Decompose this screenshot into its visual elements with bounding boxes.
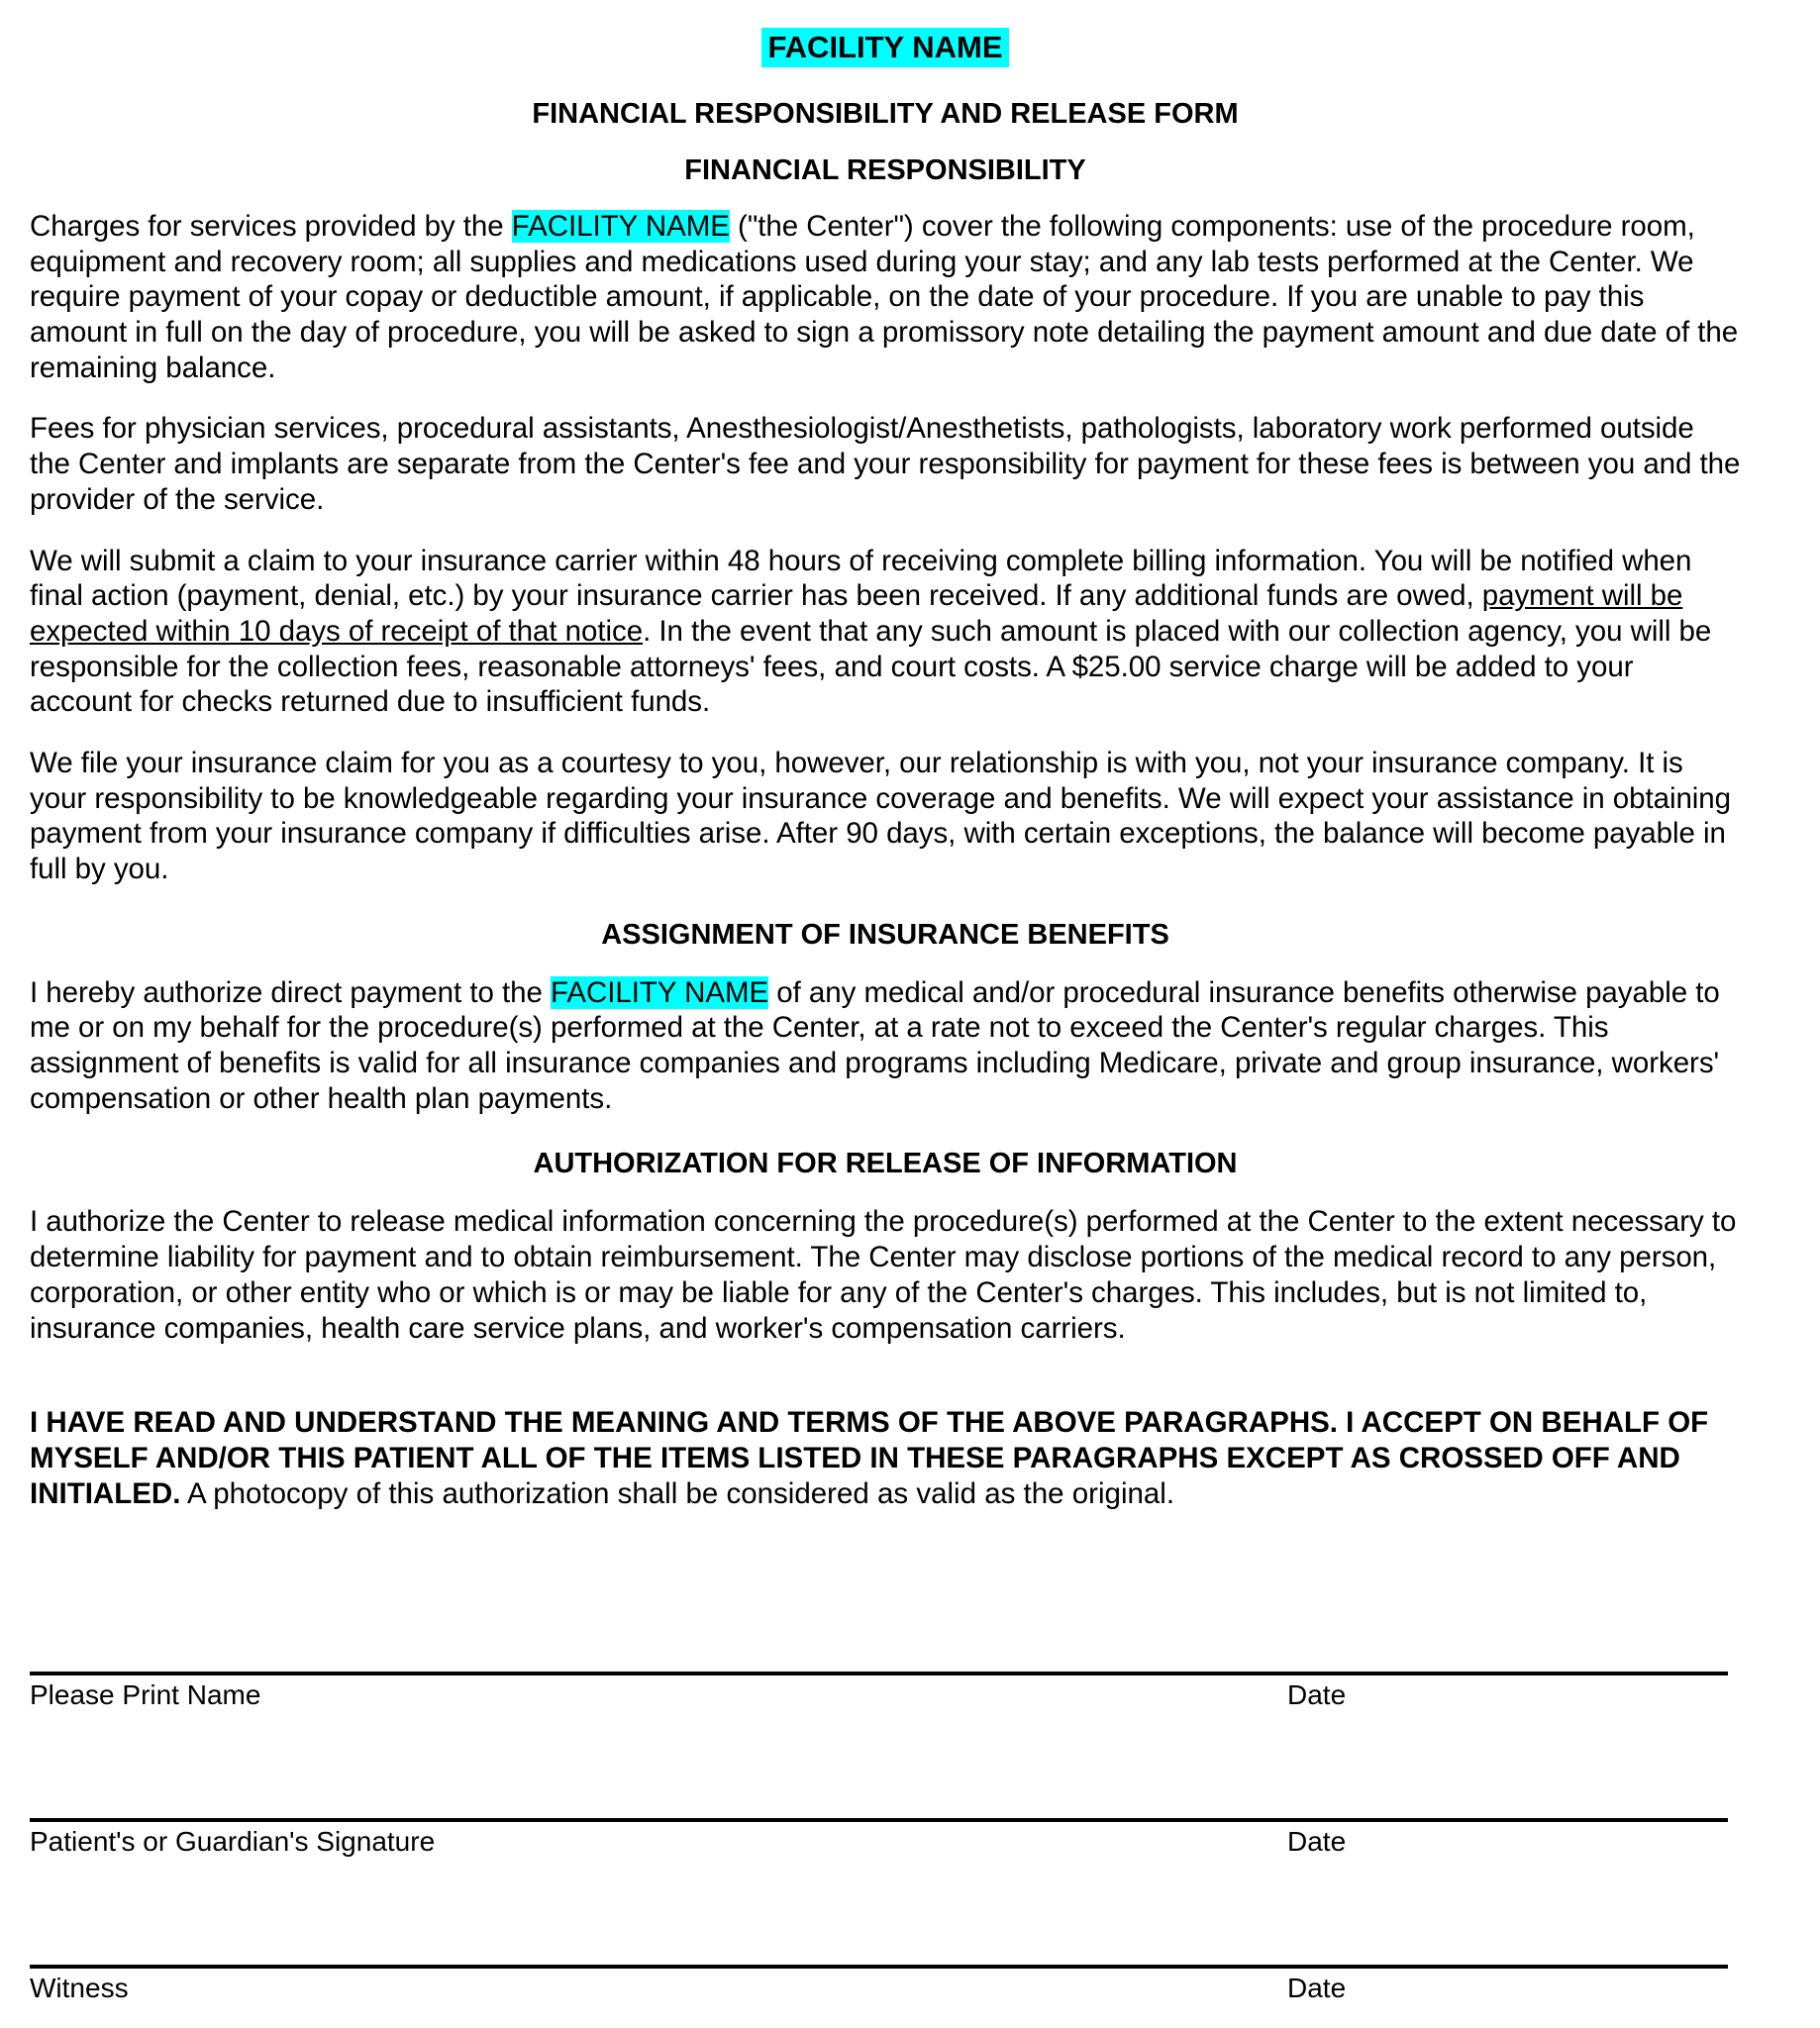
paragraph-acknowledgment <box>30 1346 1741 1511</box>
paragraph-1-after: ("the Center") cover the following components: use of the procedure room, equipment and recovery room; all supplies and medications used during your stay; and any lab tests performed at the Center. We require payment of your copay or deductible amount, if applicable, on the date of your procedure. If you are unable to pay this amount in full on the day of procedure, you will be asked to sign a promissory note detailing the payment amount and due date of the remaining balance. <box>30 210 1739 384</box>
form-title: FINANCIAL RESPONSIBILITY AND RELEASE FORM <box>532 98 1239 130</box>
section-heading-release-of-information: AUTHORIZATION FOR RELEASE OF INFORMATION <box>533 1148 1238 1180</box>
signature-row-print-name <box>30 1672 1728 1721</box>
facility-name-highlight-inline-2: FACILITY NAME <box>550 975 769 1009</box>
label-witness: Witness <box>30 1973 129 2003</box>
assignment-after: of any medical and/or procedural insurance benefits otherwise payable to me or on my behalf for the procedure(s) performed at the Center, at a rate not to exceed the Center's regular charges. This assignment of benefits is valid for all insurance companies and programs including Medicare, private and group insurance, workers' compensation or other health plan payments. <box>30 975 1720 1115</box>
section-heading-financial-responsibility: FINANCIAL RESPONSIBILITY <box>684 154 1086 186</box>
paragraph-3-before: We will submit a claim to your insurance carrier within 48 hours of receiving complete billing information. You will be notified when final action (payment, denial, etc.) by your insurance carrier has been received. If any additional funds are owed, <box>30 544 1692 613</box>
paragraph-physician-fees: Fees for physician services, procedural assistants, Anesthesiologist/Anesthetists, pathologists, laboratory work performed outside the Center and implants are separate from the Center's fee and your responsibility for payment for these fees is between you and the provider of the service. <box>30 412 1741 516</box>
paragraph-assignment-of-benefits <box>30 954 1741 1117</box>
signature-labels-witness <box>30 1969 1728 2014</box>
label-patient-guardian-signature: Patient's or Guardian's Signature <box>30 1826 436 1857</box>
paragraph-1-before: Charges for services provided by the <box>30 210 512 243</box>
acknowledgment-bold: I HAVE READ AND UNDERSTAND THE MEANING AND TERMS OF THE ABOVE PARAGRAPHS. I ACCEPT ON BEHALF OF MYSELF AND/OR THIS PATIENT ALL OF THE ITEMS LISTED IN THESE PARAGRAPHS EXCEPT AS CROSSED OFF AND INITIALED. <box>30 1406 1709 1510</box>
section-heading-assignment-of-benefits: ASSIGNMENT OF INSURANCE BENEFITS <box>601 918 1169 951</box>
paragraph-release-of-information: I authorize the Center to release medical information concerning the procedure(s) performed at the Center to the extent necessary to determine liability for payment and to obtain reimbursement. The Center may disclose portions of the medical record to any person, corporation, or other entity who or which is or may be liable for any of the Center's charges. This includes, but is not limited to, insurance companies, health care service plans, and worker's compensation carriers. <box>30 1205 1737 1345</box>
paragraph-3-after: . In the event that any such amount is placed with our collection agency, you will be responsible for the collection fees, reasonable attorneys' fees, and court costs. A $25.00 service charge will be added to your account for checks returned due to insufficient funds. <box>30 614 1712 719</box>
label-please-print-name: Please Print Name <box>30 1679 261 1710</box>
paragraph-charges-for-services <box>30 185 1741 385</box>
facility-name-highlight-inline-1: FACILITY NAME <box>511 210 730 243</box>
signature-labels-patient-signature <box>30 1822 1728 1868</box>
facility-name-highlight-title: FACILITY NAME <box>761 28 1008 67</box>
page-title <box>30 0 1741 62</box>
paragraph-insurance-claim <box>30 518 1741 720</box>
label-date-print-name: Date <box>1287 1679 1347 1710</box>
label-date-witness: Date <box>1287 1973 1347 2003</box>
signature-row-witness <box>30 1965 1728 2014</box>
label-date-patient-signature: Date <box>1287 1826 1347 1857</box>
acknowledgment-normal: A photocopy of this authorization shall be considered as valid as the original. <box>180 1476 1175 1510</box>
paragraph-courtesy-filing: We file your insurance claim for you as a courtesy to you, however, our relationship is with you, not your insurance company. It is your responsibility to be knowledgeable regarding your insurance coverage and benefits. We will expect your assistance in obtaining payment from your insurance company if difficulties arise. After 90 days, with certain exceptions, the balance will become payable in full by you. <box>30 746 1732 885</box>
signature-labels-print-name <box>30 1675 1728 1721</box>
document-content <box>30 0 1741 1511</box>
signature-row-patient-signature <box>30 1818 1728 1868</box>
assignment-before: I hereby authorize direct payment to the <box>30 975 551 1009</box>
paragraph-3-underlined: payment will be expected within 10 days of receipt of that notice <box>30 579 1683 648</box>
